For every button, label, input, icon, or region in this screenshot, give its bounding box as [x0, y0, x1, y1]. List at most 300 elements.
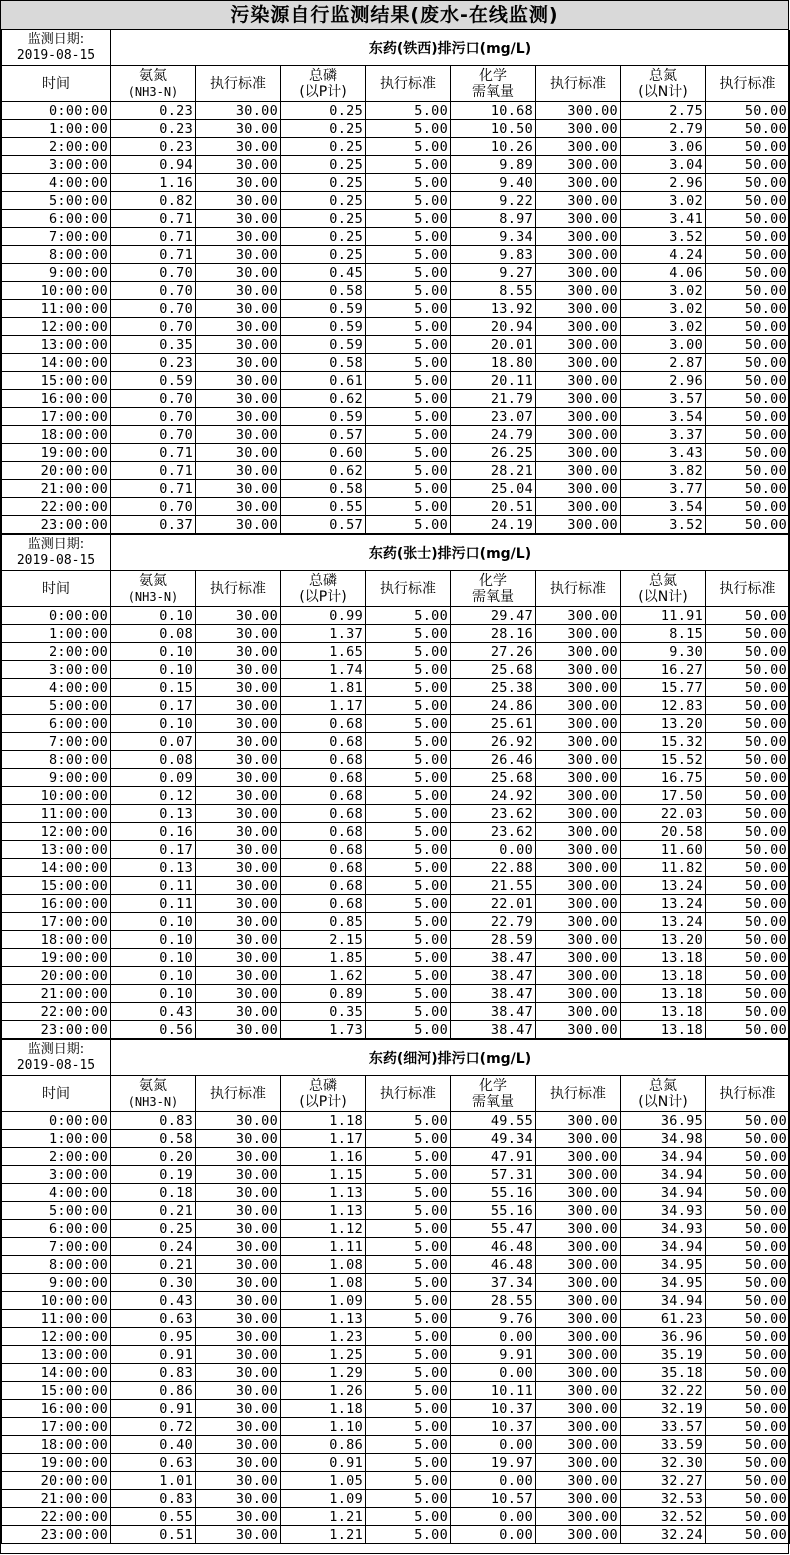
- ammonia-cell: 0.15: [111, 679, 196, 697]
- nitrogen-cell: 32.53: [621, 1490, 706, 1508]
- col-ammonia-line1: 氨氮: [139, 1077, 167, 1094]
- time-cell: 11:00:00: [2, 300, 111, 318]
- phosphorus-cell: 1.10: [281, 1418, 366, 1436]
- col-std3: 执行标准: [536, 66, 621, 102]
- ammonia-std-cell: 30.00: [196, 444, 281, 462]
- col-phosphorus: [281, 571, 366, 607]
- phosphorus-cell: 0.58: [281, 480, 366, 498]
- phosphorus-std-cell: 5.00: [366, 1526, 451, 1544]
- nitrogen-std-cell: 50.00: [706, 625, 790, 643]
- phosphorus-std-cell: 5.00: [366, 769, 451, 787]
- cod-std-cell: 300.00: [536, 1292, 621, 1310]
- ammonia-std-cell: 30.00: [196, 1346, 281, 1364]
- nitrogen-std-cell: 50.00: [706, 192, 790, 210]
- ammonia-std-cell: 30.00: [196, 967, 281, 985]
- phosphorus-cell: 0.68: [281, 841, 366, 859]
- cod-std-cell: 300.00: [536, 156, 621, 174]
- table-row: [2, 859, 790, 877]
- table-row: [2, 156, 790, 174]
- cod-cell: 46.48: [451, 1256, 536, 1274]
- phosphorus-cell: 1.37: [281, 625, 366, 643]
- ammonia-std-cell: 30.00: [196, 120, 281, 138]
- cod-std-cell: 300.00: [536, 1274, 621, 1292]
- nitrogen-std-cell: 50.00: [706, 877, 790, 895]
- nitrogen-cell: 9.30: [621, 643, 706, 661]
- cod-std-cell: 300.00: [536, 895, 621, 913]
- phosphorus-std-cell: 5.00: [366, 625, 451, 643]
- nitrogen-cell: 2.75: [621, 102, 706, 120]
- table-row: [2, 1021, 790, 1039]
- nitrogen-std-cell: 50.00: [706, 697, 790, 715]
- cod-std-cell: 300.00: [536, 1346, 621, 1364]
- phosphorus-cell: 1.18: [281, 1400, 366, 1418]
- col-cod-line2: 需氧量: [472, 83, 514, 100]
- phosphorus-cell: 0.59: [281, 408, 366, 426]
- cod-std-cell: 300.00: [536, 1256, 621, 1274]
- phosphorus-std-cell: 5.00: [366, 1382, 451, 1400]
- nitrogen-std-cell: 50.00: [706, 787, 790, 805]
- phosphorus-cell: 0.68: [281, 859, 366, 877]
- cod-std-cell: 300.00: [536, 985, 621, 1003]
- col-ammonia-line1: 氨氮: [139, 572, 167, 589]
- cod-cell: 8.97: [451, 210, 536, 228]
- ammonia-cell: 0.21: [111, 1202, 196, 1220]
- table-row: [2, 1274, 790, 1292]
- phosphorus-std-cell: 5.00: [366, 102, 451, 120]
- phosphorus-cell: 1.08: [281, 1274, 366, 1292]
- time-cell: 7:00:00: [2, 228, 111, 246]
- ammonia-std-cell: 30.00: [196, 1310, 281, 1328]
- phosphorus-cell: 0.59: [281, 318, 366, 336]
- nitrogen-cell: 13.18: [621, 967, 706, 985]
- nitrogen-std-cell: 50.00: [706, 1346, 790, 1364]
- cod-cell: 37.34: [451, 1274, 536, 1292]
- cod-cell: 18.80: [451, 354, 536, 372]
- cod-std-cell: 300.00: [536, 769, 621, 787]
- nitrogen-cell: 13.24: [621, 895, 706, 913]
- phosphorus-std-cell: 5.00: [366, 1148, 451, 1166]
- ammonia-cell: 0.23: [111, 354, 196, 372]
- ammonia-cell: 0.71: [111, 228, 196, 246]
- phosphorus-std-cell: 5.00: [366, 913, 451, 931]
- ammonia-cell: 0.70: [111, 390, 196, 408]
- cod-cell: 0.00: [451, 1472, 536, 1490]
- col-std2: 执行标准: [366, 1076, 451, 1112]
- nitrogen-std-cell: 50.00: [706, 661, 790, 679]
- cod-cell: 0.00: [451, 1508, 536, 1526]
- nitrogen-std-cell: 50.00: [706, 318, 790, 336]
- table-row: [2, 246, 790, 264]
- nitrogen-std-cell: 50.00: [706, 1166, 790, 1184]
- nitrogen-std-cell: 50.00: [706, 372, 790, 390]
- ammonia-cell: 0.17: [111, 841, 196, 859]
- ammonia-cell: 0.63: [111, 1454, 196, 1472]
- ammonia-cell: 0.24: [111, 1238, 196, 1256]
- col-time: 时间: [2, 66, 111, 102]
- nitrogen-cell: 2.79: [621, 120, 706, 138]
- nitrogen-cell: 4.24: [621, 246, 706, 264]
- phosphorus-cell: 1.11: [281, 1238, 366, 1256]
- col-phosphorus-line1: 总磷: [309, 572, 337, 589]
- cod-std-cell: 300.00: [536, 1310, 621, 1328]
- ammonia-std-cell: 30.00: [196, 1454, 281, 1472]
- time-cell: 11:00:00: [2, 1310, 111, 1328]
- col-std4: 执行标准: [706, 66, 790, 102]
- table-row: [2, 408, 790, 426]
- time-cell: 9:00:00: [2, 264, 111, 282]
- cod-cell: 38.47: [451, 949, 536, 967]
- cod-std-cell: 300.00: [536, 1508, 621, 1526]
- nitrogen-std-cell: 50.00: [706, 336, 790, 354]
- ammonia-std-cell: 30.00: [196, 300, 281, 318]
- nitrogen-std-cell: 50.00: [706, 1382, 790, 1400]
- phosphorus-std-cell: 5.00: [366, 372, 451, 390]
- phosphorus-cell: 0.68: [281, 769, 366, 787]
- time-cell: 23:00:00: [2, 1526, 111, 1544]
- cod-cell: 10.26: [451, 138, 536, 156]
- date-value: 2019-08-15: [16, 1057, 96, 1073]
- col-phosphorus-line1: 总磷: [309, 67, 337, 84]
- nitrogen-std-cell: 50.00: [706, 444, 790, 462]
- nitrogen-std-cell: 50.00: [706, 246, 790, 264]
- table-row: [2, 697, 790, 715]
- phosphorus-std-cell: 5.00: [366, 192, 451, 210]
- monitoring-date-cell: [2, 30, 111, 66]
- section-header-row: [2, 1040, 790, 1076]
- cod-std-cell: 300.00: [536, 264, 621, 282]
- cod-std-cell: 300.00: [536, 1184, 621, 1202]
- nitrogen-cell: 13.20: [621, 931, 706, 949]
- ammonia-cell: 0.71: [111, 480, 196, 498]
- nitrogen-cell: 32.22: [621, 1382, 706, 1400]
- ammonia-cell: 1.16: [111, 174, 196, 192]
- col-cod-line1: 化学: [479, 572, 507, 589]
- table-row: [2, 751, 790, 769]
- phosphorus-std-cell: 5.00: [366, 1130, 451, 1148]
- cod-cell: 24.79: [451, 426, 536, 444]
- col-phosphorus-line2: (以P计): [299, 588, 347, 605]
- nitrogen-std-cell: 50.00: [706, 498, 790, 516]
- phosphorus-std-cell: 5.00: [366, 282, 451, 300]
- phosphorus-cell: 0.86: [281, 1436, 366, 1454]
- cod-cell: 57.31: [451, 1166, 536, 1184]
- cod-std-cell: 300.00: [536, 679, 621, 697]
- col-std2: 执行标准: [366, 571, 451, 607]
- ammonia-cell: 0.23: [111, 138, 196, 156]
- time-cell: 18:00:00: [2, 426, 111, 444]
- phosphorus-cell: 1.29: [281, 1364, 366, 1382]
- column-header-row: [2, 66, 790, 102]
- time-cell: 20:00:00: [2, 462, 111, 480]
- nitrogen-std-cell: 50.00: [706, 1202, 790, 1220]
- nitrogen-std-cell: 50.00: [706, 679, 790, 697]
- nitrogen-cell: 8.15: [621, 625, 706, 643]
- cod-std-cell: 300.00: [536, 192, 621, 210]
- table-row: [2, 480, 790, 498]
- time-cell: 10:00:00: [2, 1292, 111, 1310]
- col-std4: 执行标准: [706, 1076, 790, 1112]
- col-ammonia-line2: (NH3-N): [127, 1094, 179, 1109]
- ammonia-std-cell: 30.00: [196, 751, 281, 769]
- phosphorus-std-cell: 5.00: [366, 1220, 451, 1238]
- ammonia-cell: 0.86: [111, 1382, 196, 1400]
- cod-std-cell: 300.00: [536, 1526, 621, 1544]
- outlet-title: 东药(细河)排污口(mg/L): [111, 1040, 790, 1076]
- section-header-row: [2, 30, 790, 66]
- table-row: [2, 1112, 790, 1130]
- phosphorus-std-cell: 5.00: [366, 264, 451, 282]
- outlet-title: 东药(铁西)排污口(mg/L): [111, 30, 790, 66]
- ammonia-cell: 0.11: [111, 895, 196, 913]
- cod-std-cell: 300.00: [536, 1436, 621, 1454]
- nitrogen-std-cell: 50.00: [706, 1184, 790, 1202]
- table-row: [2, 336, 790, 354]
- cod-std-cell: 300.00: [536, 228, 621, 246]
- table-row: [2, 1328, 790, 1346]
- ammonia-std-cell: 30.00: [196, 1292, 281, 1310]
- table-row: [2, 967, 790, 985]
- cod-cell: 55.16: [451, 1184, 536, 1202]
- ammonia-cell: 0.83: [111, 1112, 196, 1130]
- phosphorus-cell: 0.25: [281, 228, 366, 246]
- time-cell: 14:00:00: [2, 859, 111, 877]
- nitrogen-cell: 32.19: [621, 1400, 706, 1418]
- nitrogen-cell: 16.27: [621, 661, 706, 679]
- nitrogen-std-cell: 50.00: [706, 1003, 790, 1021]
- table-row: [2, 1130, 790, 1148]
- cod-cell: 49.55: [451, 1112, 536, 1130]
- nitrogen-std-cell: 50.00: [706, 715, 790, 733]
- nitrogen-cell: 3.00: [621, 336, 706, 354]
- phosphorus-cell: 1.09: [281, 1490, 366, 1508]
- col-std3: 执行标准: [536, 1076, 621, 1112]
- outlet-title: 东药(张士)排污口(mg/L): [111, 535, 790, 571]
- col-std1: 执行标准: [196, 571, 281, 607]
- cod-std-cell: 300.00: [536, 120, 621, 138]
- time-cell: 17:00:00: [2, 913, 111, 931]
- ammonia-cell: 0.10: [111, 913, 196, 931]
- nitrogen-cell: 34.94: [621, 1148, 706, 1166]
- cod-std-cell: 300.00: [536, 138, 621, 156]
- cod-std-cell: 300.00: [536, 1166, 621, 1184]
- nitrogen-cell: 15.32: [621, 733, 706, 751]
- table-row: [2, 228, 790, 246]
- phosphorus-cell: 2.15: [281, 931, 366, 949]
- ammonia-std-cell: 30.00: [196, 1184, 281, 1202]
- phosphorus-std-cell: 5.00: [366, 823, 451, 841]
- time-cell: 13:00:00: [2, 336, 111, 354]
- ammonia-cell: 0.23: [111, 120, 196, 138]
- nitrogen-std-cell: 50.00: [706, 751, 790, 769]
- cod-cell: 49.34: [451, 1130, 536, 1148]
- time-cell: 19:00:00: [2, 1454, 111, 1472]
- cod-cell: 38.47: [451, 1021, 536, 1039]
- table-row: [2, 1202, 790, 1220]
- nitrogen-std-cell: 50.00: [706, 228, 790, 246]
- time-cell: 19:00:00: [2, 444, 111, 462]
- nitrogen-cell: 34.94: [621, 1238, 706, 1256]
- table-row: [2, 715, 790, 733]
- ammonia-std-cell: 30.00: [196, 498, 281, 516]
- sections-container: [1, 30, 788, 1544]
- time-cell: 15:00:00: [2, 1382, 111, 1400]
- col-cod: [451, 1076, 536, 1112]
- ammonia-std-cell: 30.00: [196, 228, 281, 246]
- cod-cell: 28.21: [451, 462, 536, 480]
- phosphorus-std-cell: 5.00: [366, 246, 451, 264]
- time-cell: 17:00:00: [2, 1418, 111, 1436]
- nitrogen-cell: 34.93: [621, 1220, 706, 1238]
- time-cell: 1:00:00: [2, 1130, 111, 1148]
- nitrogen-cell: 34.98: [621, 1130, 706, 1148]
- nitrogen-std-cell: 50.00: [706, 823, 790, 841]
- nitrogen-std-cell: 50.00: [706, 516, 790, 534]
- cod-std-cell: 300.00: [536, 1148, 621, 1166]
- table-row: [2, 102, 790, 120]
- nitrogen-std-cell: 50.00: [706, 138, 790, 156]
- nitrogen-cell: 32.30: [621, 1454, 706, 1472]
- table-row: [2, 661, 790, 679]
- nitrogen-cell: 17.50: [621, 787, 706, 805]
- nitrogen-std-cell: 50.00: [706, 769, 790, 787]
- phosphorus-cell: 0.35: [281, 1003, 366, 1021]
- ammonia-std-cell: 30.00: [196, 1220, 281, 1238]
- phosphorus-cell: 1.73: [281, 1021, 366, 1039]
- phosphorus-std-cell: 5.00: [366, 1184, 451, 1202]
- table-row: [2, 282, 790, 300]
- nitrogen-cell: 3.02: [621, 318, 706, 336]
- nitrogen-cell: 34.95: [621, 1274, 706, 1292]
- time-cell: 14:00:00: [2, 1364, 111, 1382]
- cod-std-cell: 300.00: [536, 1112, 621, 1130]
- nitrogen-std-cell: 50.00: [706, 120, 790, 138]
- nitrogen-std-cell: 50.00: [706, 913, 790, 931]
- ammonia-std-cell: 30.00: [196, 264, 281, 282]
- phosphorus-cell: 0.55: [281, 498, 366, 516]
- nitrogen-cell: 11.82: [621, 859, 706, 877]
- nitrogen-std-cell: 50.00: [706, 1508, 790, 1526]
- nitrogen-cell: 3.77: [621, 480, 706, 498]
- time-cell: 18:00:00: [2, 931, 111, 949]
- phosphorus-std-cell: 5.00: [366, 426, 451, 444]
- cod-cell: 20.51: [451, 498, 536, 516]
- nitrogen-cell: 3.04: [621, 156, 706, 174]
- phosphorus-std-cell: 5.00: [366, 1364, 451, 1382]
- col-std4: 执行标准: [706, 571, 790, 607]
- col-ammonia-line2: (NH3-N): [127, 589, 179, 604]
- table-row: [2, 1472, 790, 1490]
- ammonia-std-cell: 30.00: [196, 715, 281, 733]
- cod-std-cell: 300.00: [536, 697, 621, 715]
- nitrogen-std-cell: 50.00: [706, 300, 790, 318]
- col-cod-line2: 需氧量: [472, 1093, 514, 1110]
- ammonia-std-cell: 30.00: [196, 859, 281, 877]
- ammonia-std-cell: 30.00: [196, 174, 281, 192]
- table-row: [2, 607, 790, 625]
- ammonia-cell: 1.01: [111, 1472, 196, 1490]
- cod-std-cell: 300.00: [536, 1364, 621, 1382]
- time-cell: 22:00:00: [2, 1003, 111, 1021]
- nitrogen-std-cell: 50.00: [706, 102, 790, 120]
- phosphorus-cell: 1.17: [281, 1130, 366, 1148]
- cod-std-cell: 300.00: [536, 210, 621, 228]
- table-row: [2, 1166, 790, 1184]
- cod-std-cell: 300.00: [536, 354, 621, 372]
- time-cell: 0:00:00: [2, 102, 111, 120]
- time-cell: 4:00:00: [2, 1184, 111, 1202]
- ammonia-cell: 0.13: [111, 805, 196, 823]
- cod-std-cell: 300.00: [536, 444, 621, 462]
- table-row: [2, 1490, 790, 1508]
- table-row: [2, 318, 790, 336]
- cod-cell: 24.86: [451, 697, 536, 715]
- phosphorus-std-cell: 5.00: [366, 931, 451, 949]
- table-row: [2, 1454, 790, 1472]
- phosphorus-cell: 0.68: [281, 895, 366, 913]
- col-nitrogen-line1: 总氮: [649, 572, 677, 589]
- cod-std-cell: 300.00: [536, 823, 621, 841]
- cod-std-cell: 300.00: [536, 318, 621, 336]
- cod-cell: 9.83: [451, 246, 536, 264]
- nitrogen-cell: 3.06: [621, 138, 706, 156]
- ammonia-cell: 0.70: [111, 318, 196, 336]
- phosphorus-std-cell: 5.00: [366, 967, 451, 985]
- cod-cell: 10.68: [451, 102, 536, 120]
- time-cell: 9:00:00: [2, 769, 111, 787]
- table-row: [2, 1310, 790, 1328]
- time-cell: 0:00:00: [2, 1112, 111, 1130]
- nitrogen-cell: 61.23: [621, 1310, 706, 1328]
- col-cod-line1: 化学: [479, 1077, 507, 1094]
- nitrogen-cell: 16.75: [621, 769, 706, 787]
- nitrogen-cell: 15.52: [621, 751, 706, 769]
- cod-std-cell: 300.00: [536, 372, 621, 390]
- cod-std-cell: 300.00: [536, 1021, 621, 1039]
- nitrogen-std-cell: 50.00: [706, 264, 790, 282]
- nitrogen-cell: 13.18: [621, 949, 706, 967]
- ammonia-cell: 0.70: [111, 282, 196, 300]
- phosphorus-cell: 0.91: [281, 1454, 366, 1472]
- cod-std-cell: 300.00: [536, 715, 621, 733]
- col-phosphorus: [281, 1076, 366, 1112]
- nitrogen-std-cell: 50.00: [706, 1220, 790, 1238]
- cod-cell: 10.50: [451, 120, 536, 138]
- time-cell: 8:00:00: [2, 751, 111, 769]
- cod-cell: 25.38: [451, 679, 536, 697]
- col-cod-line1: 化学: [479, 67, 507, 84]
- cod-std-cell: 300.00: [536, 877, 621, 895]
- cod-std-cell: 300.00: [536, 661, 621, 679]
- time-cell: 16:00:00: [2, 1400, 111, 1418]
- nitrogen-cell: 13.20: [621, 715, 706, 733]
- ammonia-std-cell: 30.00: [196, 480, 281, 498]
- col-std1: 执行标准: [196, 66, 281, 102]
- phosphorus-cell: 0.58: [281, 354, 366, 372]
- nitrogen-std-cell: 50.00: [706, 1400, 790, 1418]
- cod-cell: 0.00: [451, 1364, 536, 1382]
- nitrogen-std-cell: 50.00: [706, 1021, 790, 1039]
- cod-std-cell: 300.00: [536, 1382, 621, 1400]
- phosphorus-cell: 1.15: [281, 1166, 366, 1184]
- phosphorus-cell: 0.25: [281, 156, 366, 174]
- nitrogen-cell: 3.41: [621, 210, 706, 228]
- nitrogen-cell: 32.52: [621, 1508, 706, 1526]
- nitrogen-cell: 34.94: [621, 1292, 706, 1310]
- ammonia-std-cell: 30.00: [196, 516, 281, 534]
- col-time: 时间: [2, 1076, 111, 1112]
- ammonia-cell: 0.16: [111, 823, 196, 841]
- time-cell: 9:00:00: [2, 1274, 111, 1292]
